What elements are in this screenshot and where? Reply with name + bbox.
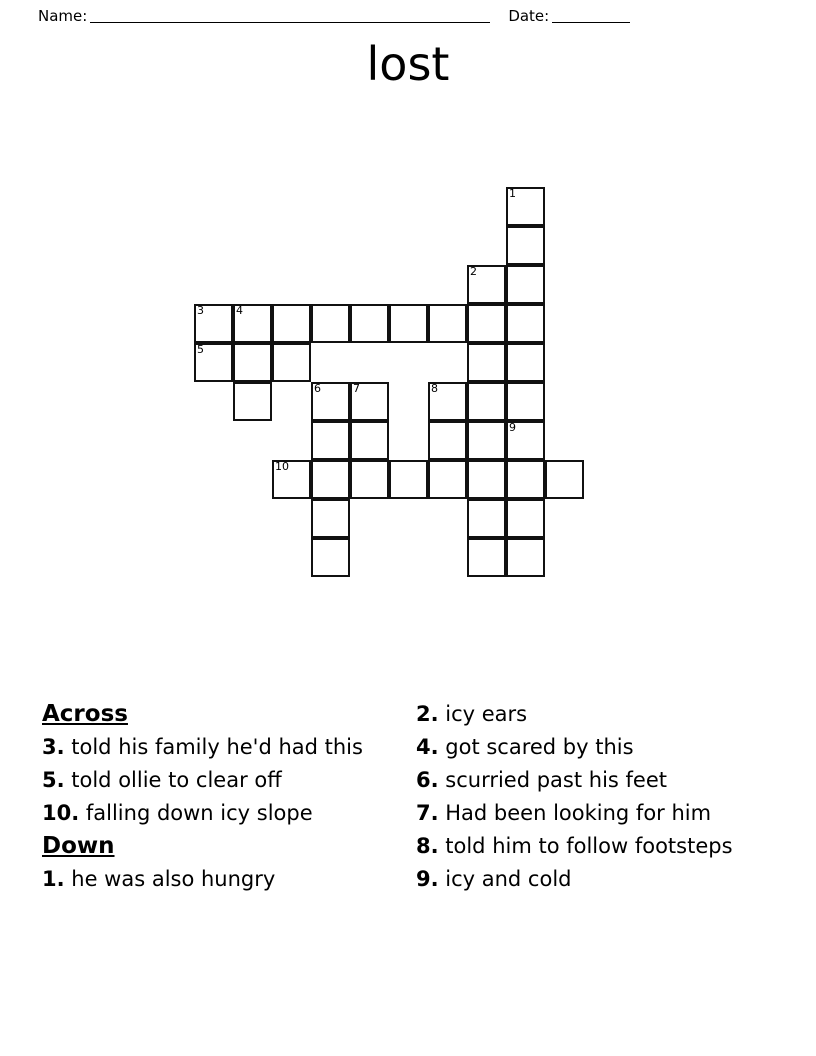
grid-cell-r3-c3[interactable] [311,304,350,343]
clue-text: icy ears [438,702,528,726]
clue-number-1: 1 [509,187,516,200]
clue-text: icy and cold [438,867,572,891]
clue-number-label: 6. [416,768,439,792]
grid-cell-r9-c7[interactable] [467,538,506,577]
down-clue-9 [416,863,774,896]
clues-section [0,698,816,896]
down-clue-1 [42,863,408,896]
date-write-line[interactable] [552,9,630,23]
clues-column-right [408,698,774,896]
grid-cell-r6-c3[interactable] [311,421,350,460]
name-date-header [0,0,816,28]
clue-number-6: 6 [314,382,321,395]
name-write-line[interactable] [90,9,490,23]
clues-column-left [42,698,408,896]
grid-cell-r3-c7[interactable] [467,304,506,343]
grid-cell-r7-c6[interactable] [428,460,467,499]
clue-text: scurried past his feet [438,768,667,792]
clue-number-label: 10. [42,801,80,825]
grid-cell-r5-c8[interactable] [506,382,545,421]
crossword-grid[interactable] [194,187,594,587]
down-clue-6 [416,764,774,797]
grid-cell-r8-c7[interactable] [467,499,506,538]
grid-cell-r4-c8[interactable] [506,343,545,382]
grid-cell-r2-c8[interactable] [506,265,545,304]
grid-cell-r5-c6[interactable] [428,382,467,421]
down-heading: Down [42,833,115,859]
down-clue-7 [416,797,774,830]
grid-cell-r8-c8[interactable] [506,499,545,538]
clue-number-label: 5. [42,768,65,792]
clue-number-label: 1. [42,867,65,891]
clue-number-label: 2. [416,702,439,726]
across-clue-10 [42,797,408,830]
grid-cell-r4-c7[interactable] [467,343,506,382]
grid-cell-r6-c4[interactable] [350,421,389,460]
clue-number-label: 4. [416,735,439,759]
grid-cell-r7-c2[interactable] [272,460,311,499]
down-clue-2 [416,698,774,731]
grid-cell-r7-c4[interactable] [350,460,389,499]
grid-cell-r6-c7[interactable] [467,421,506,460]
name-label: Name: [38,7,88,25]
grid-cell-r3-c5[interactable] [389,304,428,343]
clue-text: falling down icy slope [79,801,313,825]
grid-cell-r8-c3[interactable] [311,499,350,538]
clue-number-7: 7 [353,382,360,395]
clue-number-4: 4 [236,304,243,317]
grid-cell-r1-c8[interactable] [506,226,545,265]
clue-text: told his family he'd had this [64,735,363,759]
clue-number-label: 3. [42,735,65,759]
grid-cell-r2-c7[interactable] [467,265,506,304]
across-heading: Across [42,701,128,727]
page-title: lost [366,37,450,91]
clue-number-2: 2 [470,265,477,278]
grid-cell-r7-c7[interactable] [467,460,506,499]
across-clue-5 [42,764,408,797]
down-clue-list-left [42,863,408,896]
clue-text: got scared by this [438,735,634,759]
grid-cell-r7-c5[interactable] [389,460,428,499]
clue-number-9: 9 [509,421,516,434]
grid-cell-r3-c2[interactable] [272,304,311,343]
clue-text: Had been looking for him [438,801,712,825]
grid-cell-r3-c8[interactable] [506,304,545,343]
clue-number-label: 9. [416,867,439,891]
clue-text: he was also hungry [64,867,276,891]
grid-cell-r4-c1[interactable] [233,343,272,382]
clue-number-label: 7. [416,801,439,825]
across-clue-list [42,731,408,830]
grid-cell-r0-c8[interactable] [506,187,545,226]
grid-cell-r5-c4[interactable] [350,382,389,421]
date-label: Date: [508,7,550,25]
grid-cell-r5-c1[interactable] [233,382,272,421]
grid-cell-r7-c9[interactable] [545,460,584,499]
grid-cell-r9-c8[interactable] [506,538,545,577]
clue-number-10: 10 [275,460,289,473]
clue-number-8: 8 [431,382,438,395]
grid-cell-r3-c6[interactable] [428,304,467,343]
grid-cell-r3-c4[interactable] [350,304,389,343]
clue-text: told ollie to clear off [64,768,282,792]
across-clue-3 [42,731,408,764]
clue-number-5: 5 [197,343,204,356]
grid-cell-r3-c0[interactable] [194,304,233,343]
clue-number-label: 8. [416,834,439,858]
grid-cell-r6-c6[interactable] [428,421,467,460]
grid-cell-r4-c2[interactable] [272,343,311,382]
grid-cell-r7-c3[interactable] [311,460,350,499]
clue-number-3: 3 [197,304,204,317]
clue-text: told him to follow footsteps [438,834,733,858]
grid-cell-r9-c3[interactable] [311,538,350,577]
grid-cell-r3-c1[interactable] [233,304,272,343]
grid-cell-r5-c7[interactable] [467,382,506,421]
grid-cell-r6-c8[interactable] [506,421,545,460]
grid-cell-r7-c8[interactable] [506,460,545,499]
grid-cell-r5-c3[interactable] [311,382,350,421]
down-clue-list-right [416,698,774,896]
grid-cell-r4-c0[interactable] [194,343,233,382]
down-clue-4 [416,731,774,764]
down-clue-8 [416,830,774,863]
